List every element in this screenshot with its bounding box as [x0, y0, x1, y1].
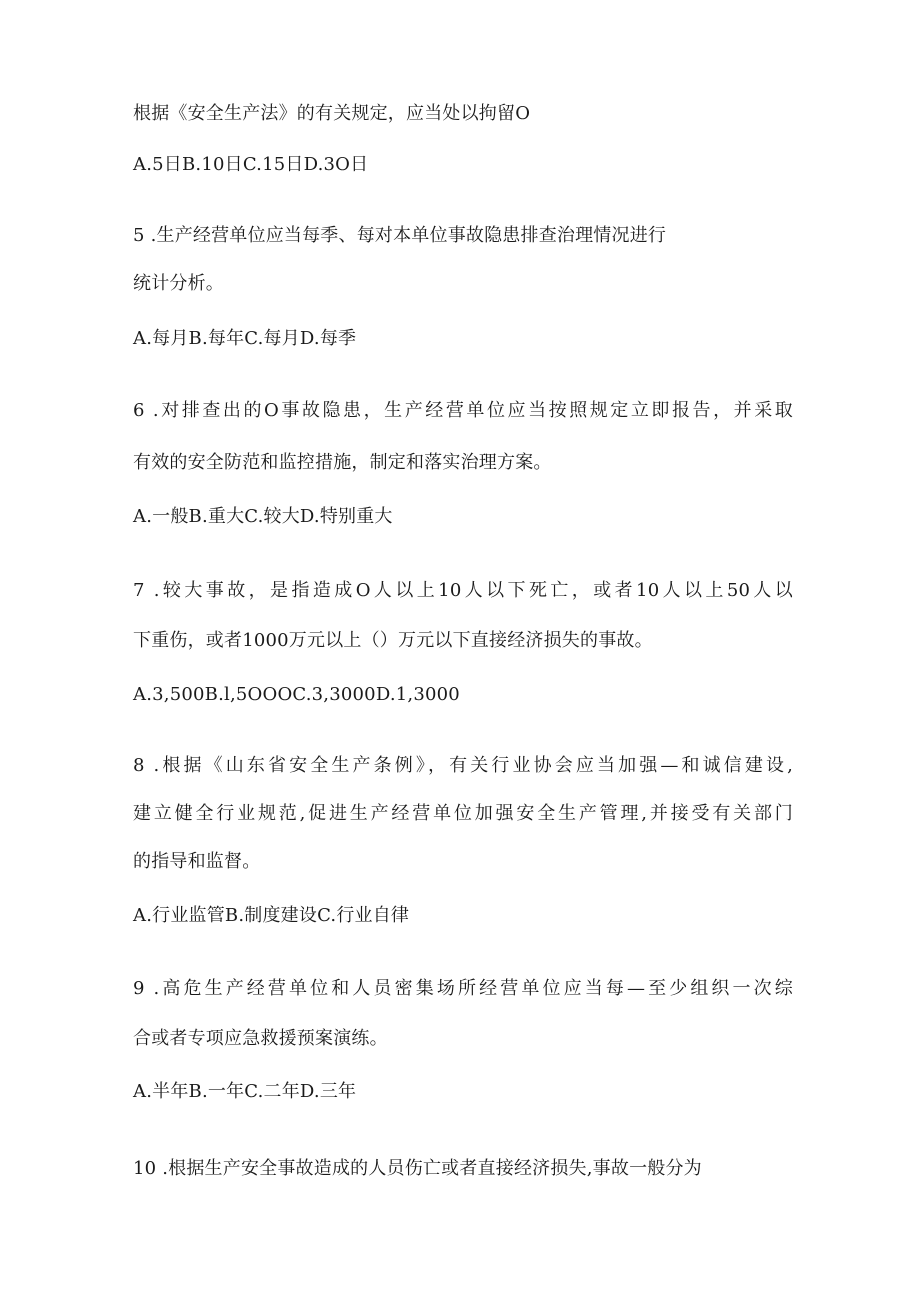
- question-8-line-3: 的指导和监督。: [133, 851, 261, 872]
- question-5-line-2: 统计分析。: [133, 273, 224, 294]
- answer-options-q5: A.每月B.每年C.每月D.每季: [133, 328, 357, 349]
- answer-options-q8: A.行业监管B.制度建设C.行业自律: [133, 905, 410, 926]
- answer-options-q7: A.3,500B.l,5OOOC.3,3000D.1,3000: [133, 684, 460, 705]
- answer-options-q4: A.5日B.10日C.15日D.3O日: [133, 154, 369, 175]
- question-6-line-1: 6 .对排查出的O事故隐患，生产经营单位应当按照规定立即报告，并采取: [133, 400, 793, 421]
- question-7-line-2: 下重伤，或者1000万元以上（）万元以下直接经济损失的事故。: [133, 630, 653, 651]
- answer-options-q6: A.一般B.重大C.较大D.特别重大: [133, 506, 393, 527]
- text-line-q4-continuation: 根据《安全生产法》的有关规定，应当处以拘留O: [133, 103, 531, 124]
- question-7-line-1: 7 .较大事故，是指造成O人以上10人以下死亡，或者10人以上50人以: [133, 580, 793, 601]
- question-8-line-1: 8 .根据《山东省安全生产条例》，有关行业协会应当加强—和诚信建设,: [133, 755, 793, 776]
- question-9-line-1: 9 .高危生产经营单位和人员密集场所经营单位应当每—至少组织一次综: [133, 978, 793, 999]
- question-10-line-1: 10 .根据生产安全事故造成的人员伤亡或者直接经济损失,事故一般分为: [133, 1158, 702, 1179]
- answer-options-q9: A.半年B.一年C.二年D.三年: [133, 1081, 357, 1102]
- question-5-line-1: 5 .生产经营单位应当每季、每对本单位事故隐患排查治理情况进行: [133, 225, 667, 246]
- question-6-line-2: 有效的安全防范和监控措施，制定和落实治理方案。: [133, 452, 552, 473]
- question-9-line-2: 合或者专项应急救援预案演练。: [133, 1028, 388, 1049]
- question-8-line-2: 建立健全行业规范,促进生产经营单位加强安全生产管理,并接受有关部门: [133, 803, 793, 824]
